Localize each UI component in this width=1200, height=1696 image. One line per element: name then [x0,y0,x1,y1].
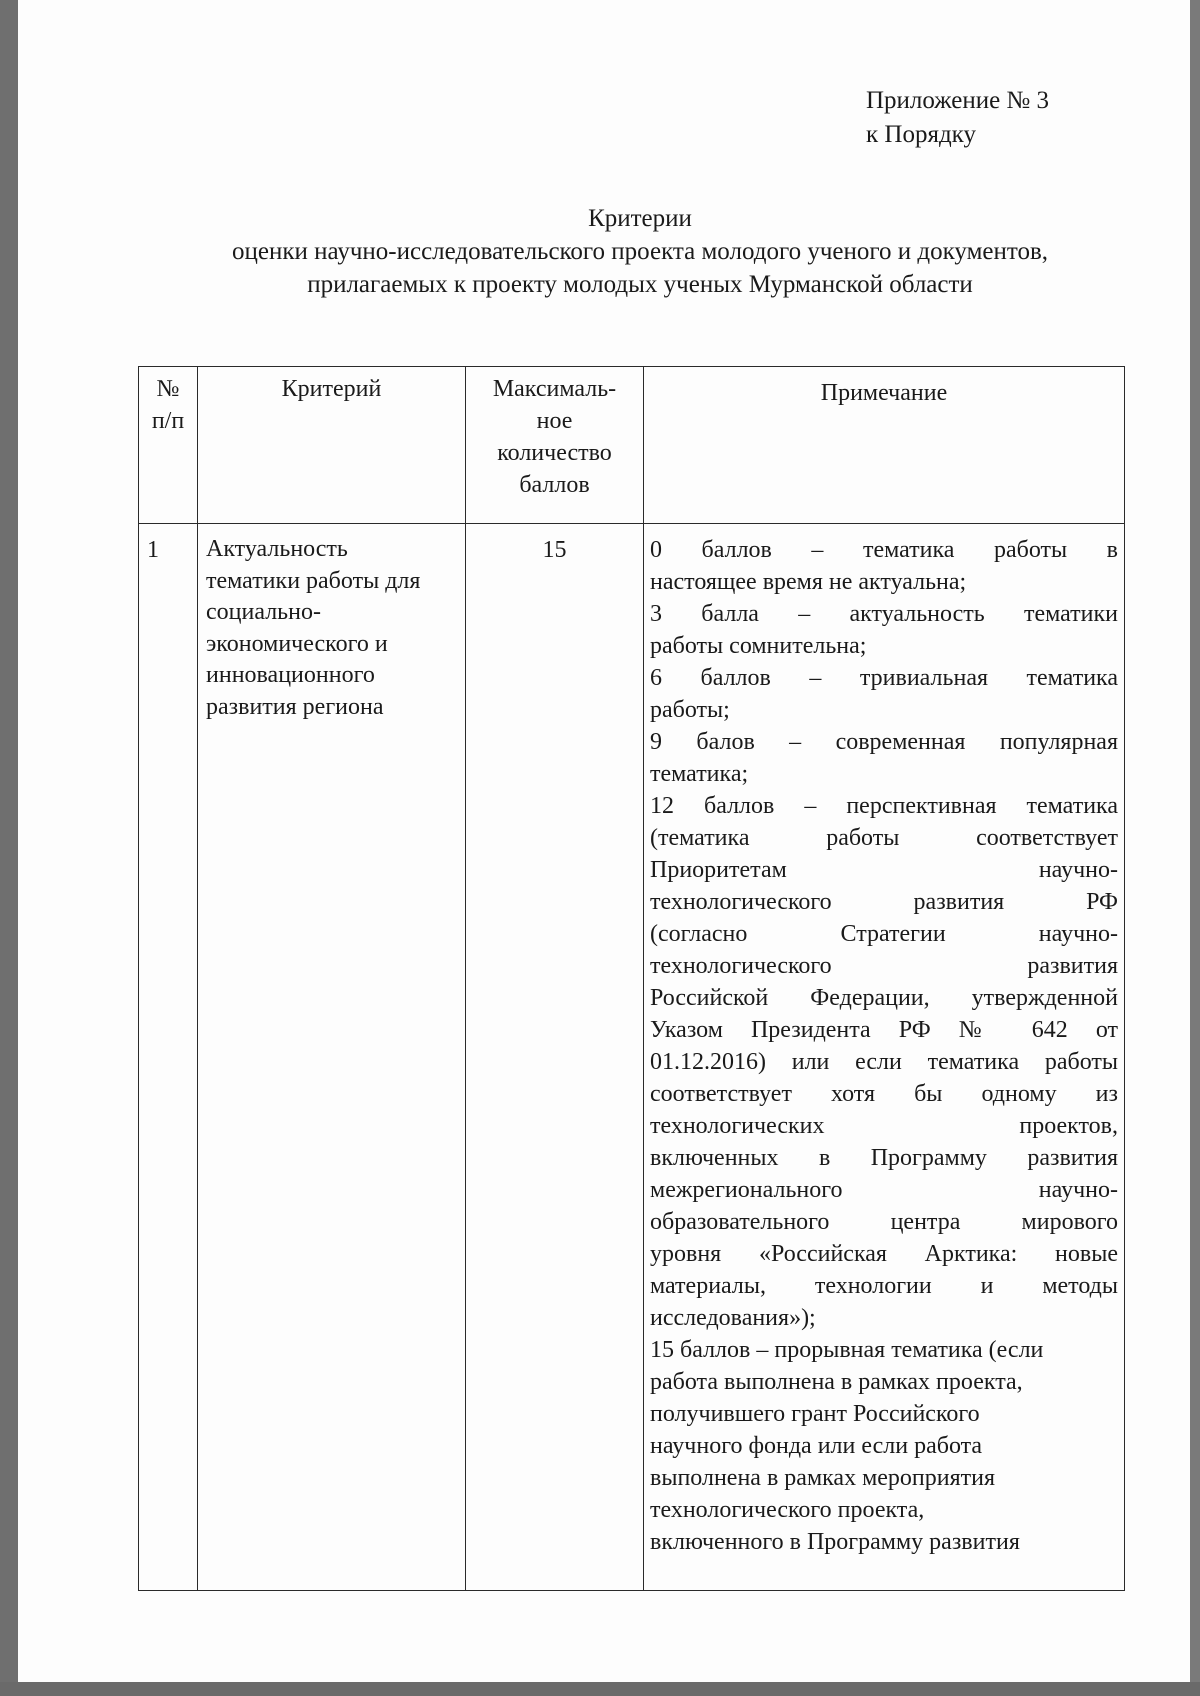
note-line: технологического развития [650,953,1118,979]
criterion-line: социально- [206,599,321,625]
note-line: тематика; [650,761,749,787]
note-line: научного фонда или если работа [650,1433,983,1459]
page-bottom-shadow [0,1682,1200,1696]
header-criterion: Критерий [198,367,466,524]
note-line: 3 балла – актуальность тематики [650,601,1118,627]
note-line: (согласно Стратегии научно- [650,921,1118,947]
header-max-line: ное [536,408,573,434]
criterion-line: Актуальность [206,536,348,562]
header-max-line: баллов [519,472,590,498]
note-line: 15 баллов – прорывная тематика (если [650,1337,1044,1363]
note-line: 6 баллов – тривиальная тематика [650,665,1118,691]
header-note: Примечание [644,367,1125,524]
header-number-line: п/п [151,408,185,434]
note-line: 01.12.2016) или если тематика работы [650,1049,1118,1075]
row-criterion [198,524,466,1591]
note-line: работы; [650,697,730,723]
note-line: Приоритетам научно- [650,857,1118,883]
note-line: соответствует хотя бы одному из [650,1081,1118,1107]
note-line: выполнена в рамках мероприятия [650,1465,996,1491]
criterion-line: тематики работы для [206,567,421,594]
note-line: уровня «Российская Арктика: новые [650,1241,1118,1267]
header-number [139,367,198,524]
note-line: работы сомнительна; [650,633,867,659]
note-line: (тематика работы соответствует [650,825,1118,851]
note-line: межрегионального научно- [650,1177,1118,1203]
page-edge-shadow [1190,0,1200,1696]
title-line-2: оценки научно-исследовательского проекта молодого ученого и документов, [231,238,1049,265]
note-line: работа выполнена в рамках проекта, [650,1369,1023,1395]
note-line: образовательного центра мирового [650,1209,1118,1235]
header-max-line: Максималь- [492,376,617,402]
document-title [120,202,1160,301]
header-max-line: количество [497,440,612,466]
note-line: Указом Президента РФ № 642 от [650,1017,1118,1043]
table-row [139,524,1125,1591]
criterion-line: инновационного [206,662,375,688]
row-max-score: 15 [466,524,644,1591]
note-line: включенных в Программу развития [650,1145,1118,1171]
row-note [644,524,1125,1591]
appendix-line-2: к Порядку [866,121,976,148]
note-line: 0 баллов – тематика работы в [650,537,1118,563]
note-line: технологического проекта, [650,1497,925,1523]
criteria-table [138,366,1125,1591]
note-line: настоящее время не актуальна; [650,569,967,595]
note-line: 12 баллов – перспективная тематика [650,793,1118,819]
appendix-line-1: Приложение № 3 [866,87,1050,114]
header-max-score [466,367,644,524]
note-line: включенного в Программу развития [650,1529,1020,1555]
note-line: исследования»); [650,1305,816,1331]
criterion-line: экономического и [206,630,388,657]
note-line: технологического развития РФ [650,889,1118,915]
title-line-1: Критерии [588,205,692,232]
note-line: Российской Федерации, утвержденной [650,985,1118,1011]
note-line: материалы, технологии и методы [650,1273,1118,1299]
note-line: технологических проектов, [650,1113,1118,1139]
appendix-note [866,84,1049,152]
row-number: 1 [139,524,198,1591]
header-number-line: № [156,376,180,402]
table-header-row [139,367,1125,524]
note-line: получившего грант Российского [650,1401,980,1427]
criterion-line: развития региона [206,693,384,720]
title-line-3: прилагаемых к проекту молодых ученых Мурманской области [307,271,973,298]
note-line: 9 балов – современная популярная [650,729,1118,755]
